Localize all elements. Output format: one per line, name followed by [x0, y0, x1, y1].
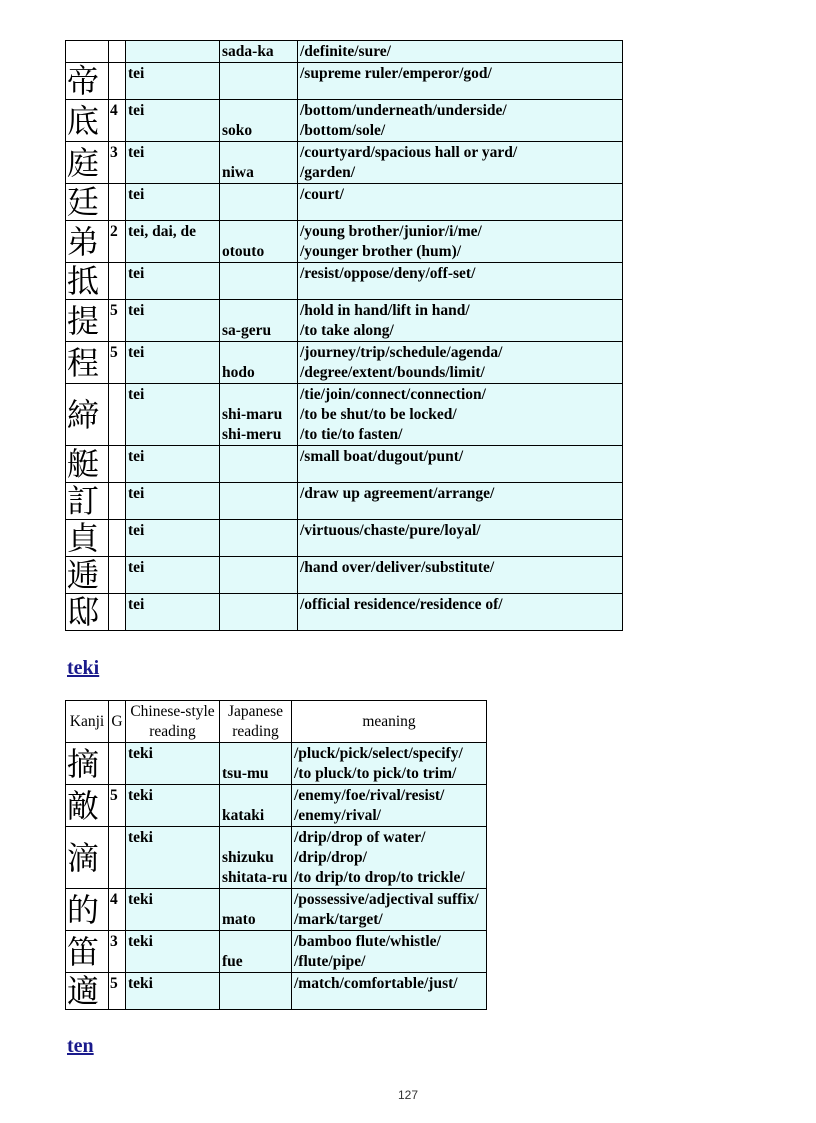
japanese-reading-line	[222, 101, 296, 121]
meaning-cell	[298, 221, 623, 263]
grade-cell	[109, 184, 126, 221]
kanji-row	[66, 342, 623, 384]
meaning-cell	[298, 557, 623, 594]
japanese-reading-line: otouto	[222, 243, 265, 260]
japanese-reading-cell	[220, 889, 292, 931]
grade-cell	[109, 785, 126, 827]
meaning-cell	[292, 889, 487, 931]
meaning-line: /to drip/to drop/to trickle/	[294, 869, 465, 886]
japanese-reading-line	[222, 744, 290, 764]
meaning-line: /possessive/adjectival suffix/	[294, 891, 479, 908]
meaning-cell	[298, 184, 623, 221]
meaning-line: /draw up agreement/arrange/	[300, 485, 495, 502]
chinese-reading-cell	[126, 263, 220, 300]
kanji-character: 適	[67, 972, 100, 1010]
chinese-reading-cell	[126, 827, 220, 889]
chinese-reading-cell	[126, 63, 220, 100]
japanese-reading-cell	[220, 384, 298, 446]
japanese-reading-line: niwa	[222, 164, 254, 181]
header-meaning-label: meaning	[362, 713, 416, 730]
japanese-reading-cell	[220, 100, 298, 142]
japanese-reading-line: shi-maru	[222, 406, 283, 423]
meaning-line: /degree/extent/bounds/limit/	[300, 364, 485, 381]
kanji-row	[66, 263, 623, 300]
kanji-character: 帝	[67, 62, 100, 100]
meaning-line: /court/	[300, 186, 344, 203]
chinese-reading-cell	[126, 889, 220, 931]
kanji-cell	[66, 221, 109, 263]
kanji-cell	[66, 743, 109, 785]
kanji-row	[66, 446, 623, 483]
grade-value: 3	[110, 144, 118, 161]
kanji-character: 程	[67, 343, 100, 382]
kanji-row	[66, 100, 623, 142]
header-kanji	[66, 701, 109, 743]
kanji-row	[66, 520, 623, 557]
teki-kanji-table	[65, 700, 487, 1010]
grade-value: 5	[110, 302, 118, 319]
chinese-reading-line: tei	[128, 65, 145, 82]
kanji-character: 逓	[67, 556, 100, 594]
kanji-cell	[66, 931, 109, 973]
kanji-character: 貞	[67, 519, 100, 557]
meaning-line: /tie/join/connect/connection/	[300, 386, 486, 403]
japanese-reading-cell	[220, 931, 292, 973]
chinese-reading-line: teki	[128, 829, 153, 846]
chinese-reading-cell	[126, 743, 220, 785]
kanji-cell	[66, 889, 109, 931]
meaning-line: /younger brother (hum)/	[300, 243, 462, 260]
meaning-cell	[298, 142, 623, 184]
kanji-character: 廷	[67, 183, 100, 221]
meaning-line: /enemy/foe/rival/resist/	[294, 787, 445, 804]
grade-value: 5	[110, 344, 118, 361]
japanese-reading-line: shitata-ru	[222, 869, 288, 886]
grade-cell	[109, 931, 126, 973]
meaning-line: /courtyard/spacious hall or yard/	[300, 144, 518, 161]
chinese-reading-line: tei	[128, 559, 145, 576]
grade-cell	[109, 263, 126, 300]
section-heading-ten[interactable]: ten	[67, 1035, 94, 1057]
japanese-reading-cell	[220, 483, 298, 520]
kanji-row	[66, 931, 487, 973]
japanese-reading-cell	[220, 743, 292, 785]
japanese-reading-cell	[220, 520, 298, 557]
meaning-line: /drip/drop of water/	[294, 829, 426, 846]
kanji-cell	[66, 827, 109, 889]
grade-cell	[109, 384, 126, 446]
meaning-cell	[292, 827, 487, 889]
chinese-reading-line: tei	[128, 596, 145, 613]
grade-value: 5	[110, 787, 118, 804]
japanese-reading-line	[222, 385, 296, 405]
kanji-row	[66, 142, 623, 184]
kanji-character: 笛	[67, 932, 100, 971]
kanji-cell	[66, 785, 109, 827]
meaning-cell	[298, 300, 623, 342]
japanese-reading-cell	[220, 594, 298, 631]
grade-value: 3	[110, 933, 118, 950]
meaning-line: /match/comfortable/just/	[294, 975, 458, 992]
kanji-character: 敵	[67, 786, 100, 825]
kanji-cell	[66, 63, 109, 100]
japanese-reading-line: shi-meru	[222, 426, 282, 443]
chinese-reading-cell	[126, 483, 220, 520]
kanji-character: 邸	[67, 593, 100, 631]
kanji-character: 底	[67, 101, 100, 140]
meaning-line: /resist/oppose/deny/off-set/	[300, 265, 476, 282]
japanese-reading-line: sa-geru	[222, 322, 272, 339]
chinese-reading-line: tei	[128, 448, 145, 465]
meaning-line: /enemy/rival/	[294, 807, 381, 824]
grade-value: 2	[110, 223, 118, 240]
japanese-reading-cell	[220, 342, 298, 384]
japanese-reading-cell	[220, 41, 298, 63]
chinese-reading-cell	[126, 520, 220, 557]
meaning-line: /to be shut/to be locked/	[300, 406, 457, 423]
grade-cell	[109, 557, 126, 594]
chinese-reading-line: teki	[128, 933, 153, 950]
kanji-cell	[66, 446, 109, 483]
chinese-reading-cell	[126, 384, 220, 446]
japanese-reading-cell	[220, 184, 298, 221]
kanji-character: 訂	[67, 482, 100, 520]
header-japanese-reading-line: Japanese	[227, 703, 284, 720]
kanji-cell	[66, 300, 109, 342]
grade-cell	[109, 342, 126, 384]
chinese-reading-cell	[126, 446, 220, 483]
meaning-line: /official residence/residence of/	[300, 596, 503, 613]
japanese-reading-line: soko	[222, 122, 253, 139]
japanese-reading-cell	[220, 263, 298, 300]
japanese-reading-line: shizuku	[222, 849, 274, 866]
meaning-cell	[298, 384, 623, 446]
kanji-character: 庭	[67, 143, 100, 182]
grade-cell	[109, 63, 126, 100]
meaning-line: /to take along/	[300, 322, 394, 339]
meaning-cell	[292, 931, 487, 973]
kanji-character: 的	[67, 890, 100, 929]
kanji-row	[66, 973, 487, 1010]
kanji-cell	[66, 100, 109, 142]
meaning-line: /drip/drop/	[294, 849, 367, 866]
japanese-reading-cell	[220, 300, 298, 342]
grade-value: 5	[110, 975, 118, 992]
section-heading-teki[interactable]: teki	[67, 657, 100, 679]
japanese-reading-line: sada-ka	[222, 43, 274, 60]
header-chinese-reading-line: Chinese-style	[130, 703, 215, 720]
kanji-cell	[66, 184, 109, 221]
meaning-cell	[292, 973, 487, 1010]
japanese-reading-line	[222, 143, 296, 163]
kanji-cell	[66, 594, 109, 631]
kanji-row	[66, 889, 487, 931]
chinese-reading-line: tei	[128, 265, 145, 282]
chinese-reading-line: tei	[128, 386, 145, 403]
kanji-row	[66, 63, 623, 100]
meaning-line: /bottom/sole/	[300, 122, 386, 139]
japanese-reading-line: kataki	[222, 807, 265, 824]
header-grade-label: G	[111, 713, 123, 730]
japanese-reading-line	[222, 828, 290, 848]
japanese-reading-line	[222, 343, 296, 363]
chinese-reading-cell	[126, 785, 220, 827]
chinese-reading-cell	[126, 594, 220, 631]
kanji-character: 弟	[67, 222, 100, 261]
japanese-reading-cell	[220, 557, 298, 594]
chinese-reading-line: tei	[128, 144, 145, 161]
grade-value: 4	[110, 891, 118, 908]
chinese-reading-line: tei	[128, 344, 145, 361]
meaning-cell	[298, 100, 623, 142]
grade-value: 4	[110, 102, 118, 119]
meaning-cell	[298, 41, 623, 63]
table-header-row	[66, 701, 487, 743]
grade-cell	[109, 142, 126, 184]
header-chinese-reading-line: reading	[149, 723, 196, 740]
chinese-reading-cell	[126, 142, 220, 184]
japanese-reading-line	[222, 222, 296, 242]
kanji-cell	[66, 520, 109, 557]
kanji-cell	[66, 384, 109, 446]
meaning-line: /to pluck/to pick/to trim/	[294, 765, 457, 782]
header-kanji-label: Kanji	[69, 713, 105, 730]
chinese-reading-line: tei	[128, 522, 145, 539]
grade-cell	[109, 594, 126, 631]
chinese-reading-cell	[126, 342, 220, 384]
kanji-row	[66, 300, 623, 342]
grade-cell	[109, 743, 126, 785]
kanji-cell	[66, 557, 109, 594]
chinese-reading-line: teki	[128, 891, 153, 908]
header-japanese-reading	[220, 701, 292, 743]
chinese-reading-line: teki	[128, 975, 153, 992]
kanji-character: 滴	[67, 838, 100, 877]
header-meaning	[292, 701, 487, 743]
grade-cell	[109, 300, 126, 342]
meaning-cell	[298, 594, 623, 631]
chinese-reading-line: tei, dai, de	[128, 223, 197, 240]
meaning-line: /journey/trip/schedule/agenda/	[300, 344, 503, 361]
kanji-row	[66, 41, 623, 63]
meaning-cell	[298, 342, 623, 384]
japanese-reading-line	[222, 890, 290, 910]
japanese-reading-cell	[220, 221, 298, 263]
meaning-line: /definite/sure/	[300, 43, 391, 60]
meaning-cell	[298, 520, 623, 557]
page-number: 127	[397, 1088, 419, 1102]
grade-cell	[109, 973, 126, 1010]
japanese-reading-line: mato	[222, 911, 256, 928]
kanji-cell	[66, 142, 109, 184]
chinese-reading-line: tei	[128, 302, 145, 319]
japanese-reading-line	[222, 301, 296, 321]
japanese-reading-cell	[220, 827, 292, 889]
kanji-character: 摘	[67, 744, 100, 783]
kanji-row	[66, 184, 623, 221]
chinese-reading-cell	[126, 300, 220, 342]
grade-cell	[109, 446, 126, 483]
header-japanese-reading-line: reading	[232, 723, 279, 740]
meaning-line: /garden/	[300, 164, 356, 181]
kanji-row	[66, 743, 487, 785]
kanji-character: 提	[67, 301, 100, 340]
japanese-reading-cell	[220, 63, 298, 100]
meaning-line: /flute/pipe/	[294, 953, 366, 970]
meaning-cell	[298, 63, 623, 100]
kanji-row	[66, 827, 487, 889]
kanji-cell	[66, 342, 109, 384]
grade-cell	[109, 889, 126, 931]
kanji-cell	[66, 41, 109, 63]
meaning-line: /bottom/underneath/underside/	[300, 102, 507, 119]
meaning-line: /mark/target/	[294, 911, 383, 928]
meaning-line: /bamboo flute/whistle/	[294, 933, 441, 950]
chinese-reading-line: teki	[128, 787, 153, 804]
kanji-character: 締	[67, 395, 100, 434]
meaning-line: /pluck/pick/select/specify/	[294, 745, 463, 762]
chinese-reading-cell	[126, 41, 220, 63]
tei-table-body	[66, 41, 623, 631]
teki-table-header	[66, 701, 487, 743]
kanji-row	[66, 594, 623, 631]
chinese-reading-line: teki	[128, 745, 153, 762]
grade-cell	[109, 483, 126, 520]
meaning-line: /hand over/deliver/substitute/	[300, 559, 495, 576]
japanese-reading-line: tsu-mu	[222, 765, 269, 782]
japanese-reading-cell	[220, 973, 292, 1010]
chinese-reading-cell	[126, 221, 220, 263]
grade-cell	[109, 520, 126, 557]
grade-cell	[109, 100, 126, 142]
japanese-reading-line	[222, 932, 290, 952]
meaning-cell	[298, 263, 623, 300]
kanji-cell	[66, 263, 109, 300]
tei-kanji-table	[65, 40, 623, 631]
kanji-row	[66, 384, 623, 446]
japanese-reading-line: hodo	[222, 364, 255, 381]
header-grade	[109, 701, 126, 743]
grade-cell	[109, 827, 126, 889]
meaning-line: /small boat/dugout/punt/	[300, 448, 464, 465]
header-chinese-reading	[126, 701, 220, 743]
chinese-reading-cell	[126, 931, 220, 973]
meaning-cell	[292, 743, 487, 785]
grade-cell	[109, 41, 126, 63]
chinese-reading-line: tei	[128, 102, 145, 119]
kanji-row	[66, 785, 487, 827]
chinese-reading-cell	[126, 100, 220, 142]
japanese-reading-cell	[220, 142, 298, 184]
chinese-reading-cell	[126, 557, 220, 594]
japanese-reading-line: fue	[222, 953, 243, 970]
kanji-row	[66, 557, 623, 594]
kanji-cell	[66, 483, 109, 520]
meaning-line: /young brother/junior/i/me/	[300, 223, 482, 240]
chinese-reading-line: tei	[128, 186, 145, 203]
meaning-line: /to tie/to fasten/	[300, 426, 403, 443]
japanese-reading-cell	[220, 446, 298, 483]
kanji-cell	[66, 973, 109, 1010]
meaning-line: /supreme ruler/emperor/god/	[300, 65, 492, 82]
japanese-reading-cell	[220, 785, 292, 827]
japanese-reading-line	[222, 786, 290, 806]
teki-table-body	[66, 743, 487, 1010]
kanji-character: 艇	[67, 445, 100, 483]
kanji-row	[66, 221, 623, 263]
kanji-row	[66, 483, 623, 520]
chinese-reading-cell	[126, 973, 220, 1010]
meaning-cell	[298, 446, 623, 483]
meaning-line: /virtuous/chaste/pure/loyal/	[300, 522, 481, 539]
kanji-character: 抵	[67, 262, 100, 300]
grade-cell	[109, 221, 126, 263]
meaning-cell	[298, 483, 623, 520]
meaning-cell	[292, 785, 487, 827]
chinese-reading-cell	[126, 184, 220, 221]
chinese-reading-line: tei	[128, 485, 145, 502]
meaning-line: /hold in hand/lift in hand/	[300, 302, 470, 319]
